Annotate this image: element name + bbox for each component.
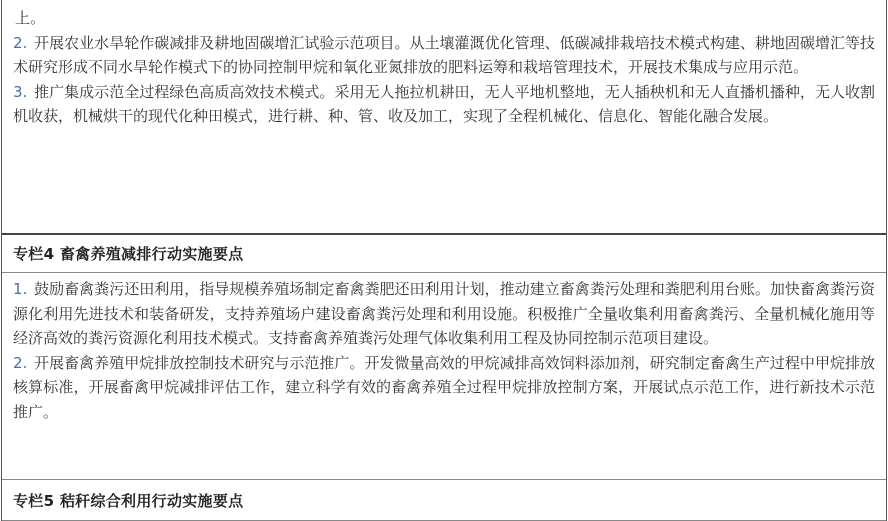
box5-header [2,479,886,521]
box4-header [2,233,886,273]
paragraph-text: 上。 [15,9,46,27]
paragraph-text: 开展畜禽养殖甲烷排放控制技术研究与示范推广。开发微量高效的甲烷减排高效饲料添加剂，研究制定畜禽生产过程中甲烷排放核算标准，开展畜禽甲烷减排评估工作，建立科学有效的畜禽养殖全过程甲烷排放控制方案，开展试点示范工作，进行新技术示范推广。 [13,353,875,421]
box4-body [2,273,886,479]
paragraph [13,80,875,129]
paragraph-text: 推广集成示范全过程绿色高质高效技术模式。采用无人拖拉机耕田，无人平地机整地，无人插秧机和无人直播机播种，无人收割机收获，机械烘干的现代化种田模式，进行耕、种、管、收及加工，实现了全程机械化、信息化、智能化融合发展。 [13,82,875,126]
paragraph [13,351,875,425]
paragraph-number: 1. [13,280,28,298]
paragraph-number: 2. [13,353,28,372]
paragraph-text: 鼓励畜禽粪污还田利用，指导规模养殖场制定畜禽粪肥还田利用计划，推动建立畜禽粪污处理和粪肥利用台账。加快畜禽粪污资源化利用先进技术和装备研发，支持养殖场户建设畜禽粪污处理和利用设施。积极推广全量收集利用畜禽粪污、全量机械化施用等经济高效的粪污资源化利用技术模式。支持畜禽养殖粪污处理气体收集利用工程及协同控制示范项目建设。 [13,280,875,348]
section-top [2,0,886,233]
box5-title: 专栏5 秸秆综合利用行动实施要点 [13,491,244,510]
box4-title: 专栏4 畜禽养殖减排行动实施要点 [13,245,244,263]
paragraph-number: 3. [13,82,28,101]
paragraph [13,31,875,80]
paragraph-number: 2. [13,33,28,52]
paragraph [13,277,875,351]
paragraph [13,6,875,31]
paragraph-text: 开展农业水旱轮作碳减排及耕地固碳增汇试验示范项目。从土壤灌溉优化管理、低碳减排栽培技术模式构建、耕地固碳增汇等技术研究形成不同水旱轮作模式下的协同控制甲烷和氧化亚氮排放的肥料运筹和栽培管理技术，开展技术集成与应用示范。 [13,33,875,77]
document-table [1,0,887,521]
